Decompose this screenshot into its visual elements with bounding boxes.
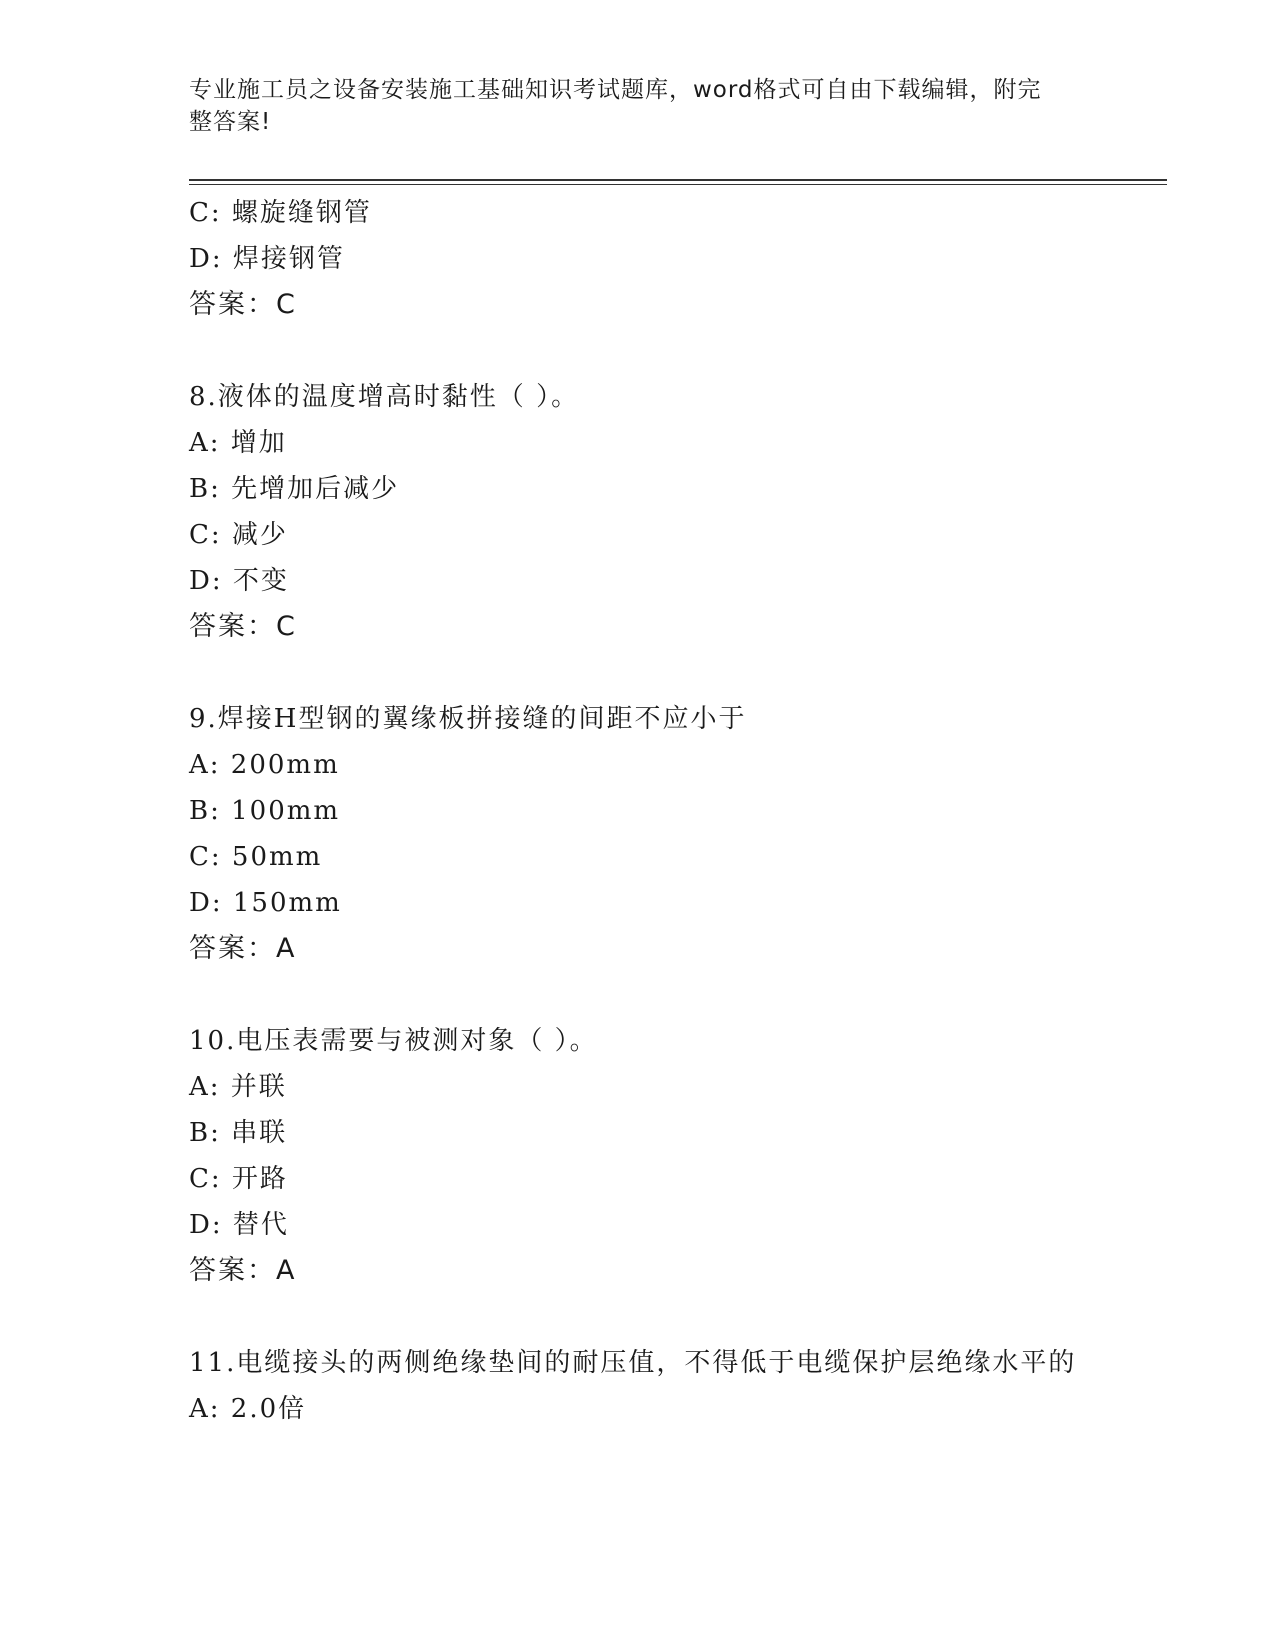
question-title: 11.电缆接头的两侧绝缘垫间的耐压值，不得低于电缆保护层绝缘水平的 — [189, 1348, 1077, 1378]
option-b: B: 先增加后减少 — [189, 474, 400, 504]
option-b: B: 100mm — [189, 796, 341, 826]
question-title: 10.电压表需要与被测对象（ ）。 — [189, 1026, 598, 1056]
question-list — [189, 190, 1089, 1432]
option-c: C: 螺旋缝钢管 — [189, 198, 372, 228]
question-block-10 — [189, 1018, 1089, 1294]
answer-line: 答案：C — [189, 289, 297, 320]
option-d: D: 不变 — [189, 566, 289, 596]
option-c: C: 50mm — [189, 842, 323, 872]
answer-line: 答案：C — [189, 611, 297, 642]
question-block-9 — [189, 696, 1089, 972]
answer-line: 答案：A — [189, 1255, 297, 1286]
option-d: D: 替代 — [189, 1210, 289, 1240]
question-title: 8.液体的温度增高时黏性（ ）。 — [189, 382, 580, 412]
answer-line: 答案：A — [189, 933, 297, 964]
header-divider-thin — [189, 184, 1167, 185]
option-a: A: 增加 — [189, 428, 287, 458]
option-a: A: 并联 — [189, 1072, 287, 1102]
option-d: D: 焊接钢管 — [189, 244, 345, 274]
option-a: A: 200mm — [189, 750, 340, 780]
option-a: A: 2.0倍 — [189, 1394, 307, 1424]
header-line-1: 专业施工员之设备安装施工基础知识考试题库，word格式可自由下载编辑，附完 — [189, 77, 1042, 103]
header-divider-thick — [189, 179, 1167, 181]
question-title: 9.焊接H型钢的翼缘板拼接缝的间距不应小于 — [189, 704, 747, 734]
question-block-8 — [189, 374, 1089, 650]
question-block-prev — [189, 190, 1089, 328]
option-d: D: 150mm — [189, 888, 342, 918]
option-c: C: 减少 — [189, 520, 288, 550]
option-b: B: 串联 — [189, 1118, 288, 1148]
question-block-11 — [189, 1340, 1089, 1432]
header-line-2: 整答案! — [189, 109, 272, 135]
document-header — [189, 74, 1069, 138]
option-c: C: 开路 — [189, 1164, 288, 1194]
